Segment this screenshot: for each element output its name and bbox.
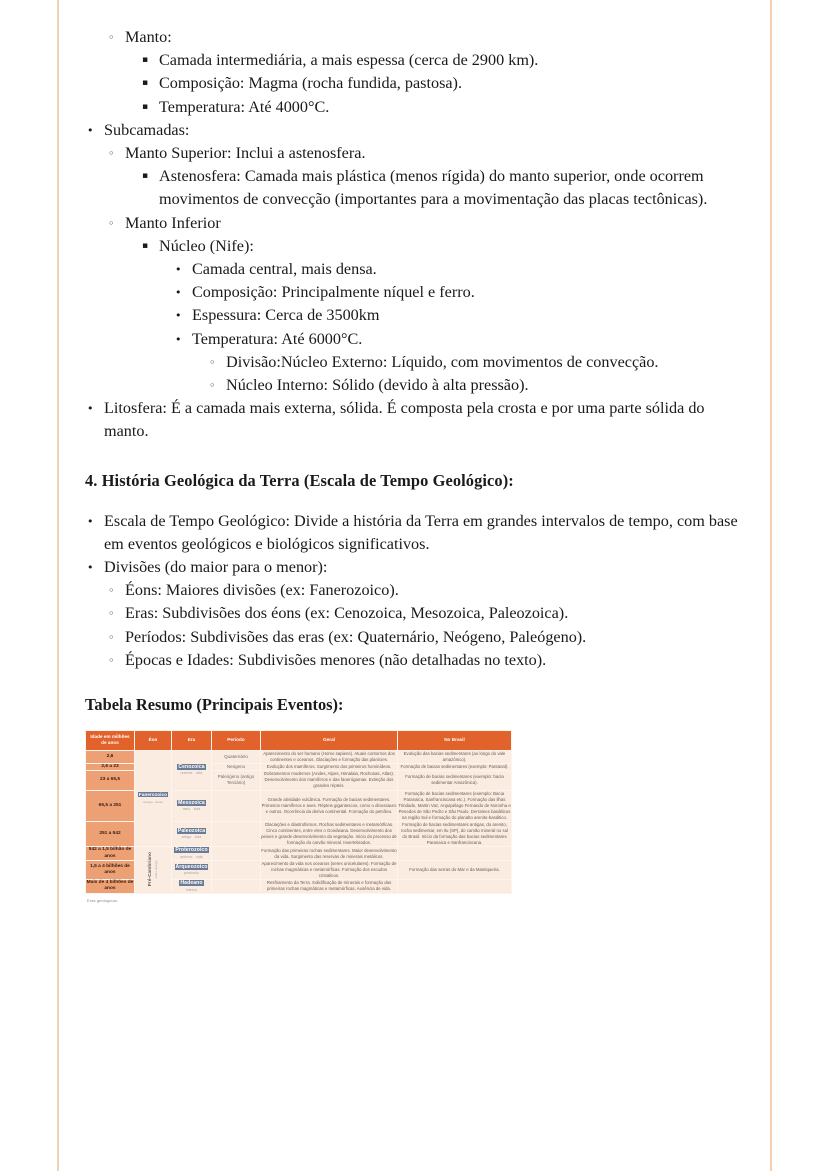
list-item [173, 304, 745, 327]
table-header-row [86, 731, 512, 751]
disc-bullet-icon: • [87, 514, 94, 528]
cell-idade: Mais de 4 bilhões de anos [86, 880, 134, 892]
table-row [86, 847, 512, 861]
selection-highlight: Arqueozoico [175, 863, 208, 870]
cell-periodo [212, 860, 261, 879]
earth-layers-list [85, 26, 745, 444]
list-item-text: Períodos: Subdivisões das eras (ex: Quaternário, Neógeno, Paleógeno). [125, 627, 587, 646]
era-name [172, 880, 211, 886]
list-item-text: Éons: Maiores divisões (ex: Fanerozoico). [125, 581, 399, 600]
list-item-text: Manto: [125, 28, 172, 46]
cell-geral: Aparecimento da vida nos oceanos (seres unicelulares). Formação de rochas magmáticas e metamórficas. Formação dos escudos cristalinos. [261, 860, 397, 879]
figure-caption: Eras geológicas. [87, 897, 119, 903]
disc-bullet-icon: • [87, 561, 94, 575]
list-item [140, 165, 745, 211]
cell-geral: Dobramentos modernos (Andes, Alpes, Himalaia, Rochosas, Atlas). Desenvolvimento dos mamíferos e das fanerógamas. Extinção dos grandes répteis. [261, 771, 398, 790]
era-meaning: inferno [185, 887, 198, 892]
circle-bullet-icon: ◦ [108, 630, 115, 644]
list-item [173, 281, 745, 304]
list-item-text: Escala de Tempo Geológico: Divide a história da Terra em grandes intervalos de tempo, com base em eventos geológicos e biológicos significativos. [104, 511, 738, 553]
circle-bullet-icon: ◦ [108, 653, 115, 667]
eon-label [138, 792, 168, 805]
era-meaning: anterior vida [180, 854, 203, 859]
cell-era [172, 790, 212, 821]
cell-no-brasil: Formação de bacias sedimentares antigas, do arenito, rocha sedimentar, em Ilu (SP), do carvão mineral no sul do Brasil. Início da formação das bacias sedimentares Paranaica e Sanfranciscana. [398, 822, 512, 847]
col-header-eon: Éon [135, 731, 172, 751]
circle-bullet-icon: ◦ [108, 584, 115, 598]
bullet-list [85, 510, 745, 672]
circle-bullet-icon: ◦ [209, 379, 216, 393]
list-item-text: Astenosfera: Camada mais plástica (menos rígida) do manto superior, onde ocorrem movimentos de convecção (importantes para a movimentação das placas tectônicas). [159, 167, 708, 209]
list-item [207, 351, 745, 374]
cell-era [172, 750, 212, 790]
list-item [207, 374, 745, 397]
cell-idade: 2,6 a 23 [86, 764, 135, 771]
dot-bullet-icon: • [175, 332, 182, 346]
list-item-text: Núcleo (Nife): [159, 236, 254, 255]
eon-meaning: mais antigo [154, 859, 158, 878]
list-item-text: Manto Inferior [125, 213, 221, 232]
era-meaning: recente vida [180, 771, 203, 776]
list-item [106, 649, 745, 672]
list-item-text: Espessura: Cerca de 3500km [192, 306, 380, 325]
list-item [106, 579, 745, 602]
era-name [172, 764, 211, 770]
cell-periodo: Quaternário [212, 750, 261, 763]
eon-meaning: antigo atual [143, 799, 163, 804]
cell-no-brasil: Formação de bacias sedimentares (exemplo: Bacia Paranaica, Sanfranciscana etc.). Formação das ilhas Trindade, Martin Vaz, Arquipélago Fernando de Noronha e Penedos de São Pedro e São Paulo. Derrames basálticos na região Sul e formação do planalto arenito-basáltico. [398, 790, 511, 820]
table-body [86, 750, 512, 893]
list-item [106, 212, 745, 235]
era-name [172, 864, 211, 870]
cell-geral: Grande atividade vulcânica. Formação de bacias sedimentares. Primeiros mamíferos e aves. Répteis gigantescos, como o dinossauro e outros. Ocorrência da deriva continental. Formação do petróleo. [261, 790, 398, 821]
cell-idade: 23 a 65,5 [86, 771, 135, 790]
list-item [85, 397, 745, 443]
col-header-geral: Geral [261, 731, 398, 751]
square-bullet-icon: ▪ [142, 78, 149, 89]
list-item [140, 49, 745, 72]
square-bullet-icon: ▪ [142, 240, 149, 251]
eon-name: Pré-Cambriano [147, 851, 152, 887]
cell-no-brasil: Evolução das bacias sedimentares (ao longo do vale amazônico). [398, 750, 512, 763]
cell-geral: Resfriamento da Terra. Solidificação de minerais e formação das primeiras rochas magmáticas e metamórficas. Ausência de vida. [261, 880, 398, 894]
cell-periodo [212, 822, 261, 847]
page-left-rule [57, 0, 59, 1171]
list-item [140, 96, 745, 119]
cell-no-brasil: Formação de bacias sedimentares (exemplo: bacia sedimentar Amazônica). [398, 771, 512, 790]
circle-bullet-icon: ◦ [209, 355, 216, 369]
square-bullet-icon: ▪ [142, 101, 149, 112]
selection-highlight: Hadeano [180, 880, 203, 887]
list-item [85, 556, 745, 579]
table-row [86, 750, 512, 763]
selection-highlight: Cenozoica [178, 763, 205, 770]
square-bullet-icon: ▪ [142, 171, 149, 182]
cell-idade: 65,5 a 251 [86, 790, 135, 821]
circle-bullet-icon: ◦ [108, 216, 115, 230]
cell-era [172, 822, 212, 847]
cell-idade: 251 a 542 [86, 822, 135, 847]
col-header-brasil: No Brasil [398, 731, 512, 751]
geological-eras-table [85, 730, 512, 894]
cell-idade: 542 a 1,5 bilhão de anos [86, 847, 135, 861]
page-right-rule [770, 0, 772, 1171]
geologic-time-list [85, 510, 745, 672]
era-name [172, 800, 211, 806]
list-item [106, 626, 745, 649]
cell-eon [135, 750, 172, 847]
cell-geral: Aparecimento do ser humano (Homo sapiens). Atuais contornos dos continentes e oceanos. Glaciações e formação das planícies. [261, 750, 398, 763]
list-item-text: Camada central, mais densa. [192, 260, 377, 279]
table-section-title: Tabela Resumo (Principais Eventos): [85, 695, 344, 715]
post-heading-spacer [85, 492, 745, 510]
cell-periodo: Neógeno [212, 764, 261, 771]
list-item [85, 510, 745, 556]
cell-no-brasil: Formação das serras do Mar e da Mantiqueira. [398, 860, 512, 879]
eon-name [138, 792, 168, 798]
list-item-text: Núcleo Interno: Sólido (devido à alta pressão). [226, 376, 529, 395]
cell-periodo: Paleógeno (antigo Terciário) [212, 771, 261, 790]
selection-highlight: Paleozoica [177, 827, 206, 834]
cell-geral: Glaciações e diastrofismos. Rochas sedimentares e metamórficas. Cinco continentes, entre eles o Gondwana. Desenvolvimento dos peixes e grande desenvolvimento da vegetação. Início do processo de formação do carvão mineral. Invertebrados. [261, 822, 397, 846]
era-name [172, 828, 211, 834]
col-header-idade: Idade em milhões de anos [86, 731, 135, 751]
col-header-era: Era [172, 731, 212, 751]
era-meaning: primórdio [183, 871, 200, 876]
bullet-list [85, 26, 745, 444]
list-item-text: Temperatura: Até 4000°C. [159, 97, 330, 116]
pre-heading-spacer [85, 444, 745, 470]
top-spacer [85, 0, 745, 26]
cell-no-brasil [398, 880, 512, 894]
pre-figure-spacer [85, 716, 745, 730]
list-item-text: Subcamadas: [104, 120, 190, 139]
selection-highlight: Mesozoica [178, 799, 205, 806]
list-item [140, 235, 745, 258]
list-item-text: Divisão:Núcleo Externo: Líquido, com movimentos de convecção. [226, 352, 659, 371]
cell-era [172, 860, 212, 879]
list-item [106, 142, 745, 165]
selection-highlight: Fanerozoico [138, 792, 168, 798]
cell-periodo [212, 790, 261, 821]
disc-bullet-icon: • [87, 402, 94, 416]
cell-eon [135, 847, 172, 893]
pre-table-spacer [85, 672, 745, 694]
eon-label [147, 852, 159, 886]
page-title: 4. História Geológica da Terra (Escala de Tempo Geológico): [85, 470, 514, 490]
selection-highlight: Proterozoico [175, 847, 208, 854]
list-item [106, 602, 745, 625]
list-item [173, 258, 745, 281]
list-item-text: Litosfera: É a camada mais externa, sólida. É composta pela crosta e por uma parte sólida do manto. [104, 399, 705, 441]
dot-bullet-icon: • [175, 286, 182, 300]
page-content [85, 0, 745, 903]
cell-periodo [212, 847, 261, 861]
list-item-text: Composição: Principalmente níquel e ferro. [192, 283, 475, 302]
cell-era [172, 847, 212, 861]
list-item-text: Divisões (do maior para o menor): [104, 558, 328, 577]
dot-bullet-icon: • [175, 263, 182, 277]
list-item-text: Camada intermediária, a mais espessa (cerca de 2900 km). [159, 51, 539, 70]
list-item-text: Temperatura: Até 6000°C. [192, 329, 363, 348]
cell-geral: Evolução dos mamíferos. Surgimento dos primeiros hominídeos. [261, 764, 398, 771]
cell-geral: Formação das primeiras rochas sedimentares. Maior desenvolvimento da vida. Surgimento das reservas de minerais metálicos. [261, 847, 397, 859]
cell-idade: 2,6 [86, 750, 135, 763]
dot-bullet-icon: • [175, 309, 182, 323]
geological-eras-figure [85, 730, 511, 903]
list-item-text: Manto Superior: Inclui a astenosfera. [125, 144, 366, 163]
cell-idade: 1,5 a 4 bilhões de anos [86, 860, 135, 879]
era-meaning: antigo vida [181, 835, 202, 840]
era-name [172, 847, 211, 853]
circle-bullet-icon: ◦ [108, 147, 115, 161]
list-item [173, 328, 745, 351]
col-header-periodo: Período [212, 731, 261, 751]
list-item-text: Épocas e Idades: Subdivisões menores (não detalhadas no texto). [125, 650, 547, 669]
table-header [86, 731, 512, 751]
square-bullet-icon: ▪ [142, 55, 149, 66]
list-item-text: Eras: Subdivisões dos éons (ex: Cenozoica, Mesozoica, Paleozoica). [125, 604, 569, 623]
cell-periodo [212, 880, 261, 894]
disc-bullet-icon: • [87, 123, 94, 137]
list-item [140, 72, 745, 95]
cell-era [172, 880, 212, 894]
circle-bullet-icon: ◦ [108, 607, 115, 621]
cell-no-brasil [398, 847, 512, 861]
list-item [106, 26, 745, 49]
list-item [85, 119, 745, 142]
cell-no-brasil: Formação de bacias sedimentares (exemplo: Pantanal). [398, 764, 512, 771]
list-item-text: Composição: Magma (rocha fundida, pastosa). [159, 74, 462, 93]
era-meaning: meio vida [182, 807, 201, 812]
circle-bullet-icon: ◦ [108, 31, 115, 44]
